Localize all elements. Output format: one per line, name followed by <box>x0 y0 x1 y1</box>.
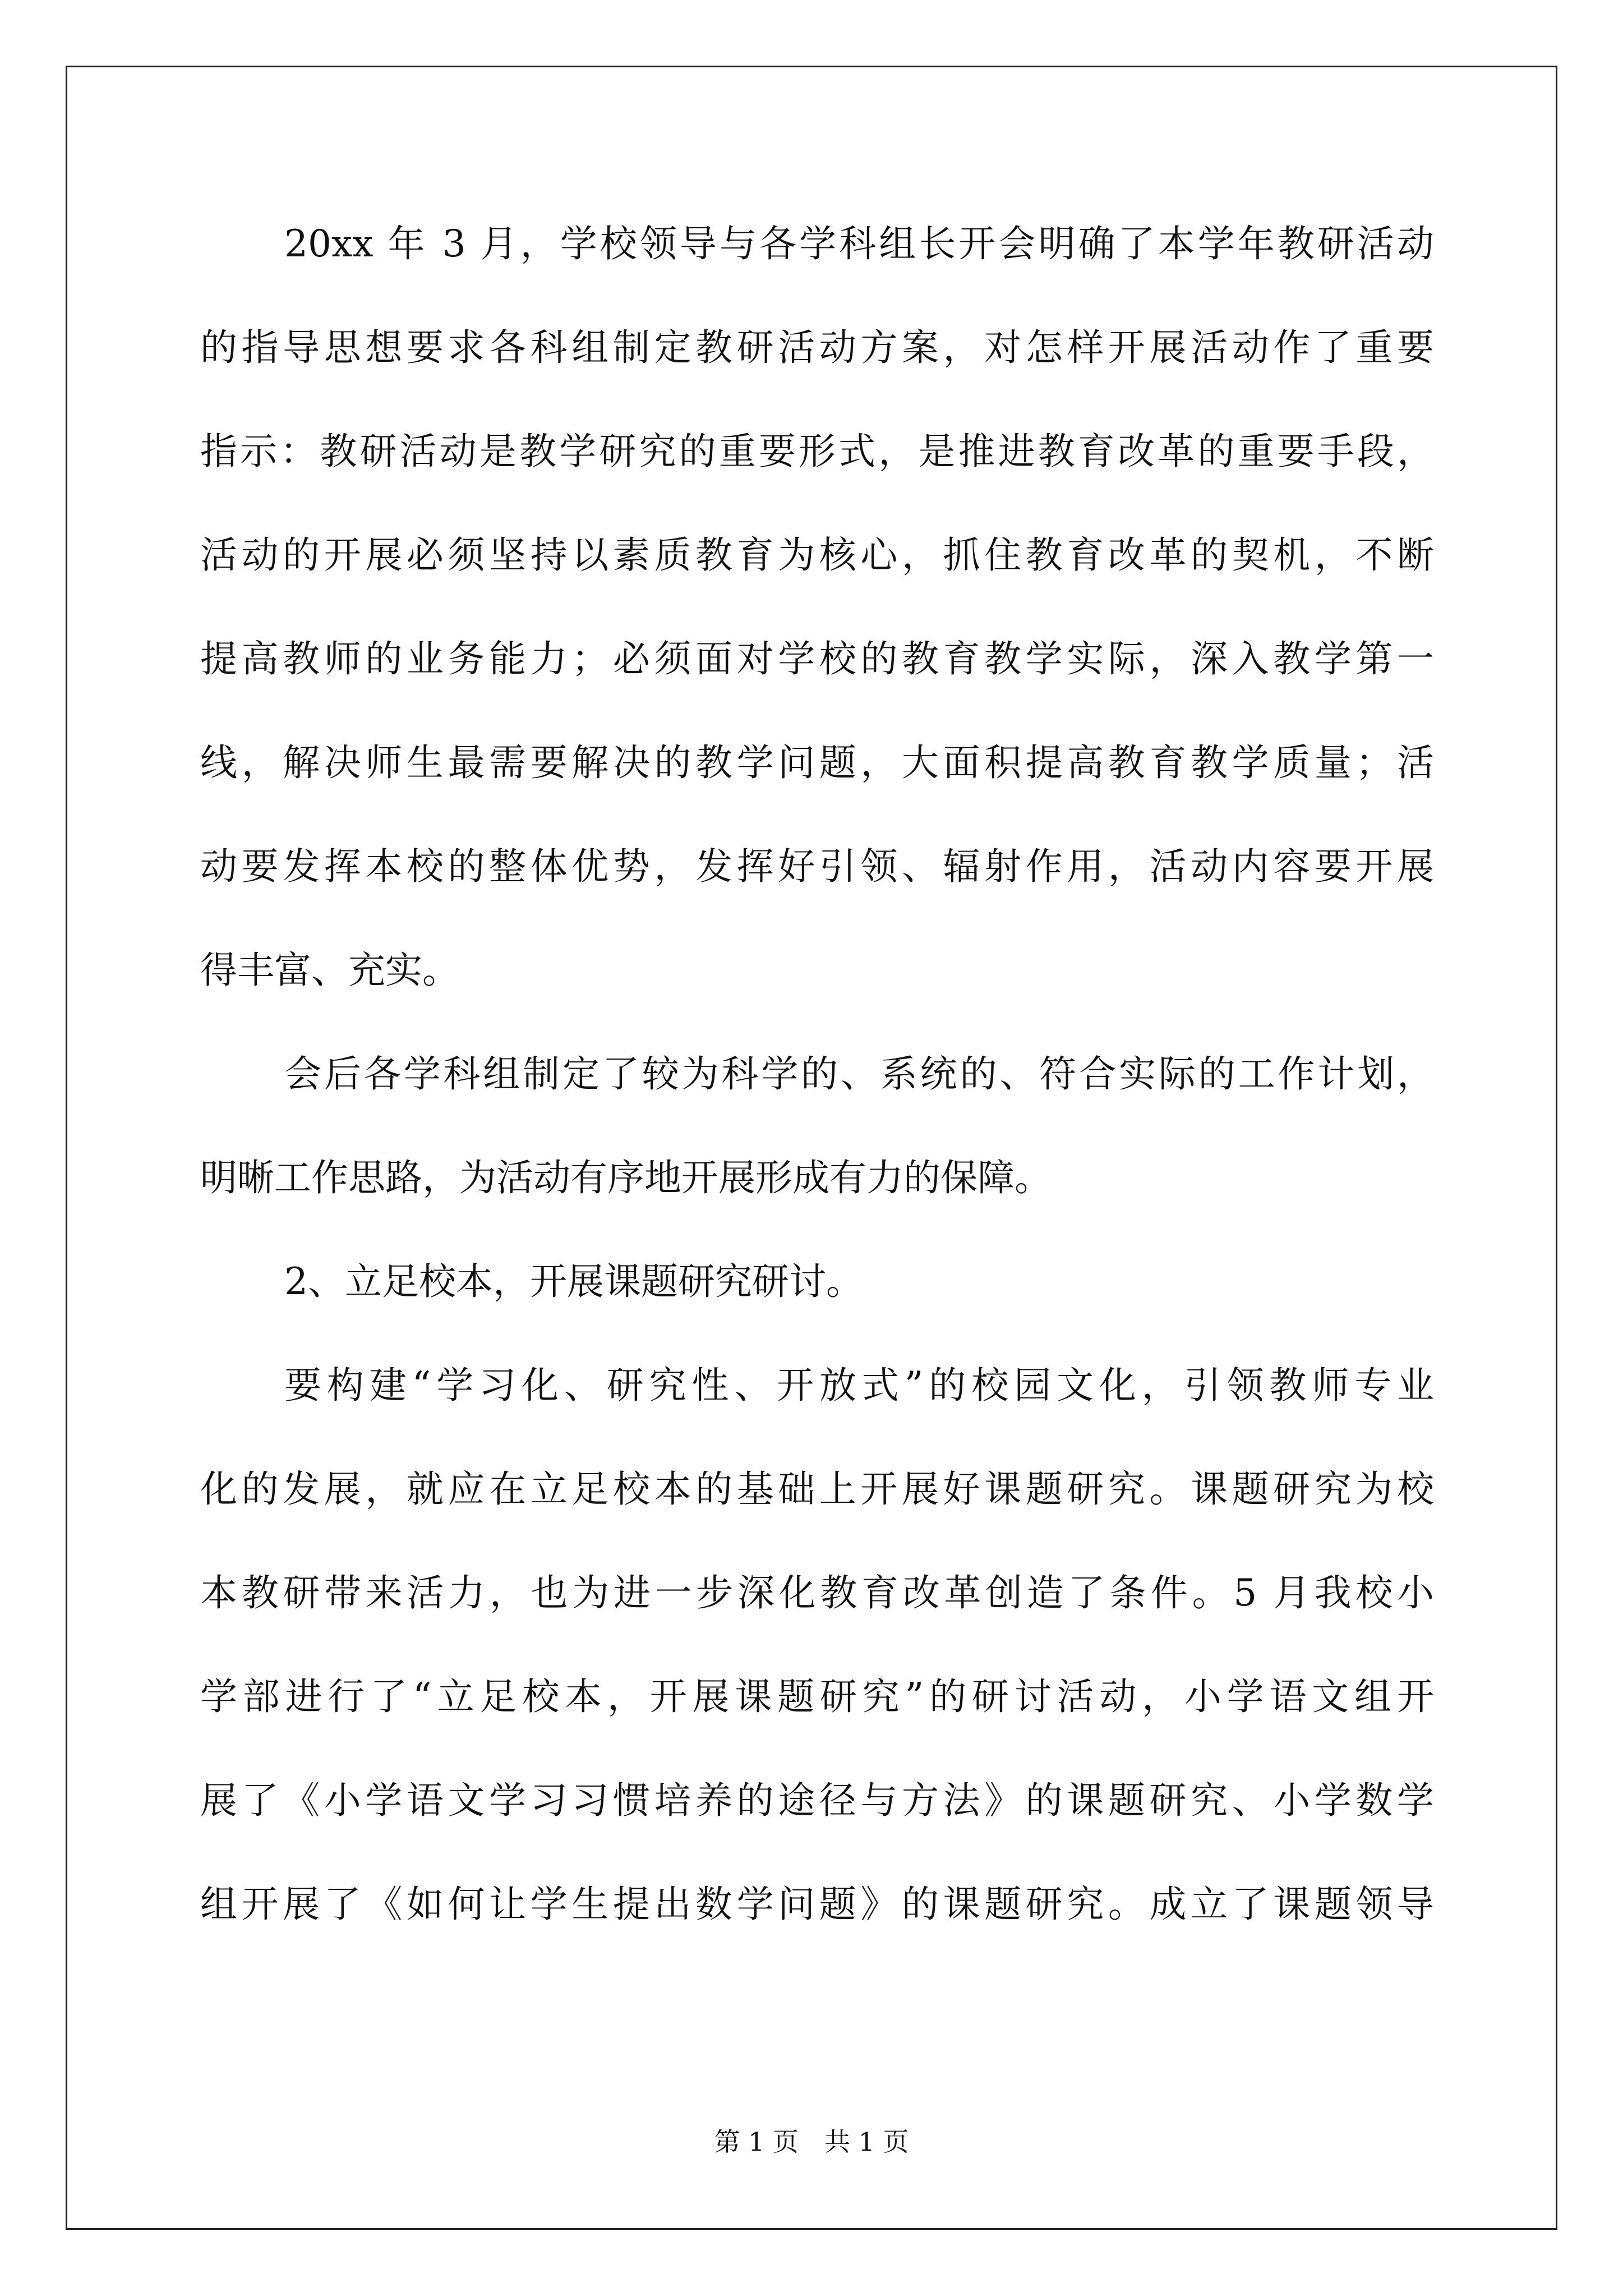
text-line: 得丰富、充实。 <box>200 949 459 992</box>
text-line: 动要发挥本校的整体优势，发挥好引领、辐射作用，活动内容要开展 <box>200 845 1434 888</box>
text-line: 展了《小学语文学习习惯培养的途径与方法》的课题研究、小学数学 <box>200 1779 1434 1822</box>
text-line: 的指导思想要求各科组制定教研活动方案，对怎样开展活动作了重要 <box>200 326 1434 369</box>
text-line: 明晰工作思路，为活动有序地开展形成有力的保障。 <box>200 1156 1052 1199</box>
text-line: 组开展了《如何让学生提出数学问题》的课题研究。成立了课题领导 <box>200 1883 1434 1926</box>
text-line: 要构建“学习化、研究性、开放式”的校园文化，引领教师专业 <box>284 1364 1434 1407</box>
page-number-footer: 第 1 页 共 1 页 <box>714 2127 909 2157</box>
text-line: 会后各学科组制定了较为科学的、系统的、符合实际的工作计划， <box>284 1052 1434 1096</box>
text-line: 活动的开展必须坚持以素质教育为核心，抓住教育改革的契机，不断 <box>200 533 1434 577</box>
text-line: 线，解决师生最需要解决的教学问题，大面积提高教育教学质量；活 <box>200 741 1434 784</box>
text-line: 学部进行了“立足校本，开展课题研究”的研讨活动，小学语文组开 <box>200 1675 1434 1718</box>
text-line: 本教研带来活力，也为进一步深化教育改革创造了条件。5 月我校小 <box>200 1571 1434 1614</box>
document-body <box>200 219 1434 1983</box>
text-line: 20xx 年 3 月，学校领导与各学科组长开会明确了本学年教研活动 <box>284 222 1434 265</box>
section-heading: 2、立足校本，开展课题研究研讨。 <box>284 1260 863 1303</box>
text-line: 提高教师的业务能力；必须面对学校的教育教学实际，深入教学第一 <box>200 637 1434 680</box>
text-line: 指示：教研活动是教学研究的重要形式，是推进教育改革的重要手段， <box>200 430 1434 473</box>
text-line: 化的发展，就应在立足校本的基础上开展好课题研究。课题研究为校 <box>200 1467 1434 1511</box>
